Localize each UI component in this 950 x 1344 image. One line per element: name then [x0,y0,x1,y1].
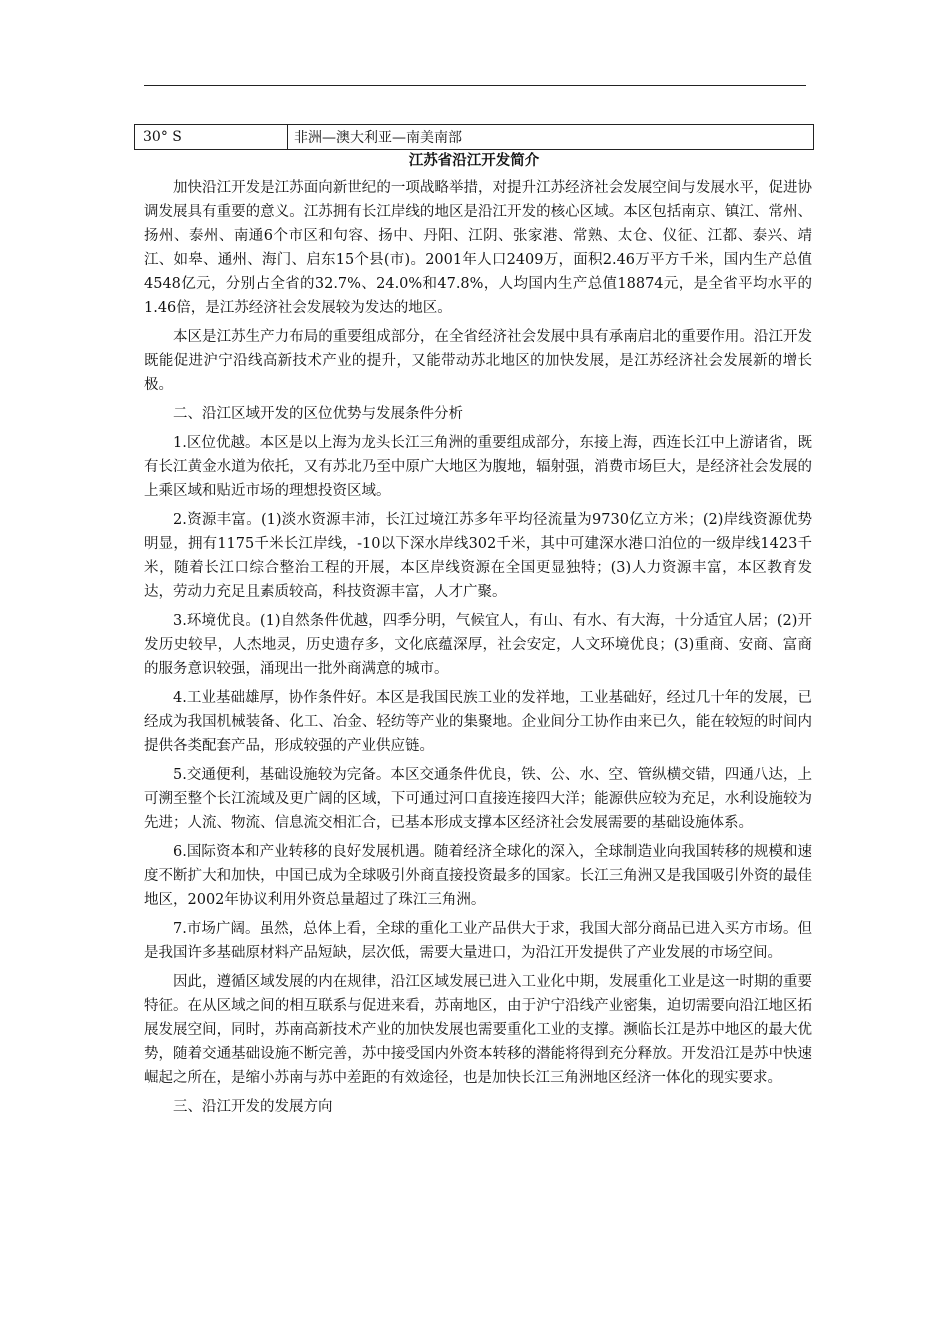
document-title: 江苏省沿江开发简介 [408,152,540,169]
paragraph-environment: 3.环境优良。(1)自然条件优越，四季分明，气候宜人，有山、有水、有大海，十分适宜人居；(2)开发历史较早，人杰地灵，历史遗存多，文化底蕴深厚，社会安定，人文环境优良；(3)重商、安商、富商的服务意识较强，涌现出一批外商满意的城市。 [144,613,812,677]
latitude-cell: 30° S [135,125,288,150]
paragraph-conclusion: 因此，遵循区域发展的内在规律，沿江区域发展已进入工业化中期，发展重化工业是这一时期的重要特征。在从区域之间的相互联系与促进来看，苏南地区，由于沪宁沿线产业密集，迫切需要向沿江地区拓展发展空间，同时，苏南高新技术产业的加快发展也需要重化工业的支撑。濒临长江是苏中地区的最大优势，随着交通基础设施不断完善，苏中接受国内外资本转移的潜能将得到充分释放。开发沿江是苏中快速崛起之所在，是缩小苏南与苏中差距的有效途径，也是加快长江三角洲地区经济一体化的现实要求。 [144,974,812,1086]
header-rule [144,85,806,86]
paragraph-market: 7.市场广阔。虽然，总体上看，全球的重化工业产品供大于求，我国大部分商品已进入买方市场。但是我国许多基础原材料产品短缺，层次低，需要大量进口，为沿江开发提供了产业发展的市场空间。 [144,921,812,961]
paragraph-role: 本区是江苏生产力布局的重要组成部分，在全省经济社会发展中具有承南启北的重要作用。沿江开发既能促进沪宁沿线高新技术产业的提升，又能带动苏北地区的加快发展，是江苏经济社会发展新的增长极。 [144,329,812,393]
document-body [144,176,812,1124]
regions-cell: 非洲—澳大利亚—南美南部 [288,125,814,150]
paragraph-resources: 2.资源丰富。(1)淡水资源丰沛，长江过境江苏多年平均径流量为9730亿立方米；(2)岸线资源优势明显，拥有1175千米长江岸线，-10以下深水岸线302千米，其中可建深水港口泊位的一级岸线1423千米，随着长江口综合整治工程的开展，本区岸线资源在全国更显独特；(3)人力资源丰富，本区教育发达，劳动力充足且素质较高，科技资源丰富，人才广聚。 [144,512,812,600]
section-heading-3: 三、沿江开发的发展方向 [173,1099,333,1115]
latitude-table [134,124,814,150]
paragraph-industry: 4.工业基础雄厚，协作条件好。本区是我国民族工业的发祥地，工业基础好，经过几十年的发展，已经成为我国机械装备、化工、冶金、轻纺等产业的集聚地。企业间分工协作由来已久，能在较短的时间内提供各类配套产品，形成较强的产业供应链。 [144,690,812,754]
paragraph-intro: 加快沿江开发是江苏面向新世纪的一项战略举措，对提升江苏经济社会发展空间与发展水平，促进协调发展具有重要的意义。江苏拥有长江岸线的地区是沿江开发的核心区域。本区包括南京、镇江、常州、扬州、泰州、南通6个市区和句容、扬中、丹阳、江阴、张家港、常熟、太仓、仪征、江都、泰兴、靖江、如皋、通州、海门、启东15个县(市)。2001年人口2409万，面积2.46万平方千米，国内生产总值4548亿元，分别占全省的32.7%、24.0%和47.8%，人均国内生产总值18874元，是全省平均水平的1.46倍，是江苏经济社会发展较为发达的地区。 [144,180,812,316]
section-heading-2: 二、沿江区域开发的区位优势与发展条件分析 [173,406,463,422]
paragraph-transport: 5.交通便利，基础设施较为完备。本区交通条件优良，铁、公、水、空、管纵横交错，四通八达，上可溯至整个长江流域及更广阔的区域，下可通过河口直接连接四大洋；能源供应较为充足，水利设施较为先进；人流、物流、信息流交相汇合，已基本形成支撑本区经济社会发展需要的基础设施体系。 [144,767,812,831]
table-row [135,125,814,150]
paragraph-location: 1.区位优越。本区是以上海为龙头长江三角洲的重要组成部分，东接上海，西连长江中上游诸省，既有长江黄金水道为依托，又有苏北乃至中原广大地区为腹地，辐射强，消费市场巨大，是经济社会发展的上乘区域和贴近市场的理想投资区域。 [144,435,812,499]
paragraph-capital: 6.国际资本和产业转移的良好发展机遇。随着经济全球化的深入，全球制造业向我国转移的规模和速度不断扩大和加快，中国已成为全球吸引外商直接投资最多的国家。长江三角洲又是我国吸引外资的最佳地区，2002年协议利用外资总量超过了珠江三角洲。 [144,844,812,908]
